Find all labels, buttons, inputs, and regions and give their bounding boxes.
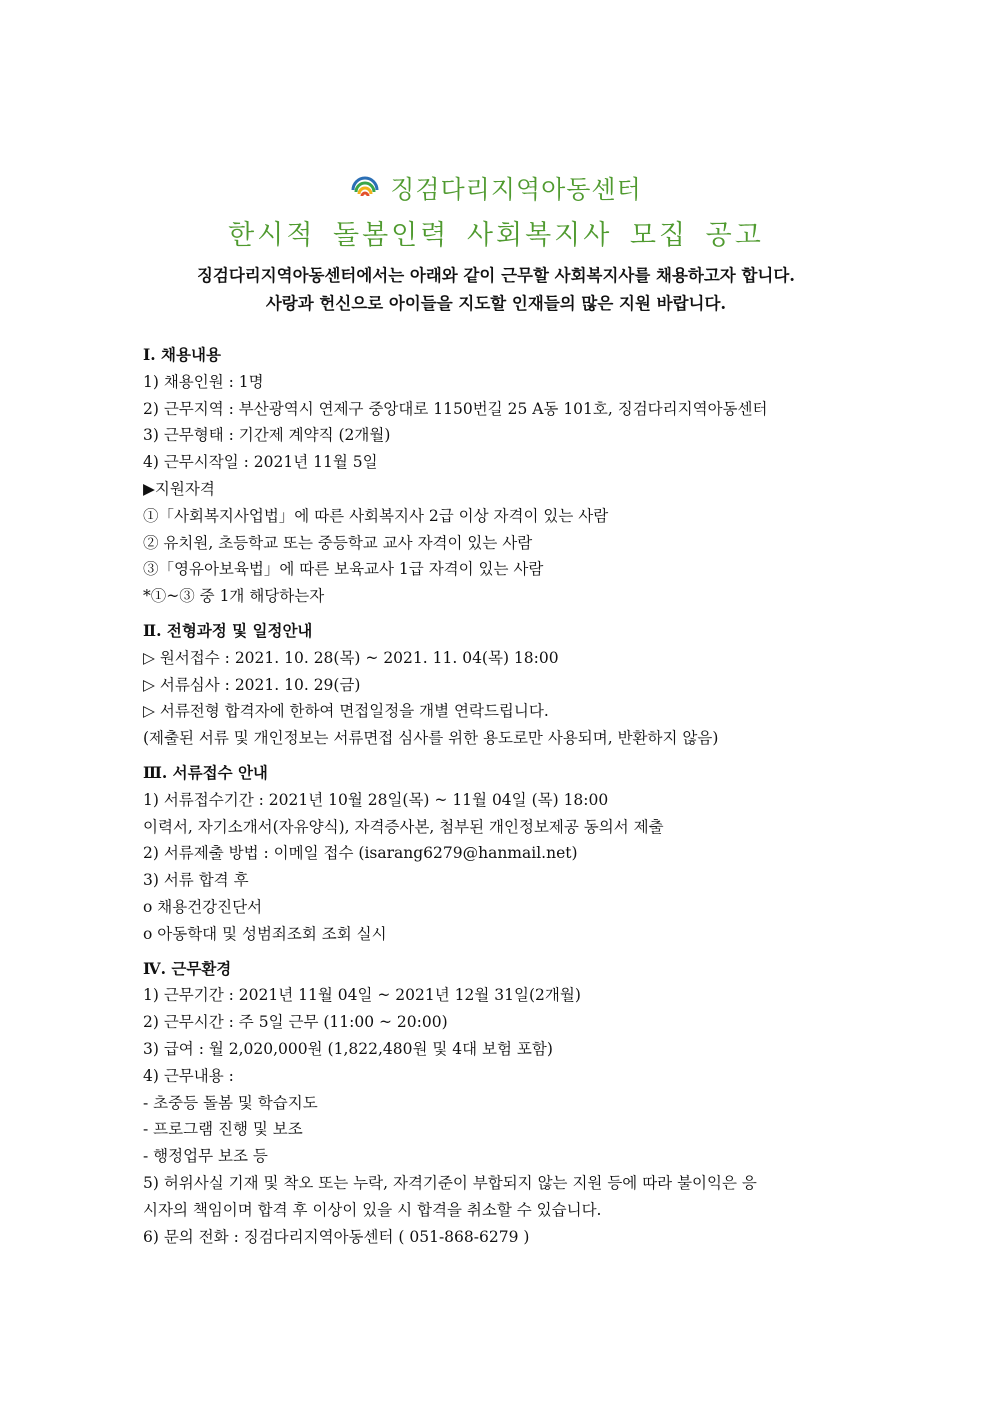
text-line: 이력서, 자기소개서(자유양식), 자격증사본, 첨부된 개인정보제공 동의서 제출 <box>143 817 664 836</box>
intro-line: 사랑과 헌신으로 아이들을 지도할 인재들의 많은 지원 바랍니다. <box>265 294 727 313</box>
text-line: (제출된 서류 및 개인정보는 서류면접 심사를 위한 용도로만 사용되며, 반환하지 않음) <box>143 729 719 748</box>
org-name: 징검다리지역아동센터 <box>390 175 642 204</box>
text-line: o 채용건강진단서 <box>143 897 263 916</box>
text-line: 4) 근무시작일 : 2021년 11월 5일 <box>143 453 378 472</box>
text-line: 3) 근무형태 : 기간제 계약직 (2개월) <box>143 426 391 445</box>
text-line: 4) 근무내용 : <box>143 1066 234 1085</box>
text-line: 3) 서류 합격 후 <box>143 871 249 890</box>
text-line: *①~③ 중 1개 해당하는자 <box>143 587 325 606</box>
section-application <box>143 760 873 948</box>
text-line: 3) 급여 : 월 2,020,000원 (1,822,480원 및 4대 보험 포함) <box>143 1039 553 1058</box>
notice-title: 한시적 돌봄인력 사회복지사 모집 공고 <box>228 220 764 251</box>
text-line: 6) 문의 전화 : 징검다리지역아동센터 ( 051-868-6279 ) <box>143 1227 530 1246</box>
text-line: ①「사회복지사업법」에 따른 사회복지사 2급 이상 자격이 있는 사람 <box>143 506 609 525</box>
text-line: 5) 허위사실 기재 및 착오 또는 누락, 자격기준이 부합되지 않는 지원 등에 따라 불이익은 응 <box>143 1173 757 1192</box>
text-line: ▷ 서류전형 합격자에 한하여 면접일정을 개별 연락드립니다. <box>143 702 549 721</box>
text-line: ② 유치원, 초등학교 또는 중등학교 교사 자격이 있는 사람 <box>143 533 533 552</box>
header <box>0 168 992 258</box>
text-line: - 프로그램 진행 및 보조 <box>143 1120 303 1139</box>
text-line: ③「영유아보육법」에 따른 보육교사 1급 자격이 있는 사람 <box>143 560 544 579</box>
text-line: ▶지원자격 <box>143 479 215 498</box>
text-line: 2) 근무시간 : 주 5일 근무 (11:00 ~ 20:00) <box>143 1013 448 1032</box>
section-schedule <box>143 618 873 752</box>
section-title: Ⅰ. 채용내용 <box>143 345 221 364</box>
text-line: o 아동학대 및 성범죄조회 조회 실시 <box>143 924 387 943</box>
text-line: 1) 채용인원 : 1명 <box>143 372 264 391</box>
section-title: Ⅳ. 근무환경 <box>143 958 232 978</box>
intro-line: 징검다리지역아동센터에서는 아래와 같이 근무할 사회복지사를 채용하고자 합니다. <box>196 266 796 285</box>
body <box>143 342 873 1250</box>
rainbow-arc-logo-icon <box>350 174 380 202</box>
org-line <box>0 168 992 208</box>
text-line: - 초중등 돌봄 및 학습지도 <box>143 1093 318 1112</box>
text-line: ▷ 원서접수 : 2021. 10. 28(목) ~ 2021. 11. 04(목) 18:00 <box>143 648 559 667</box>
text-line: 2) 서류제출 방법 : 이메일 접수 (isarang6279@hanmail.net) <box>143 844 578 863</box>
text-line: 2) 근무지역 : 부산광역시 연제구 중앙대로 1150번길 25 A동 101호, 징검다리지역아동센터 <box>143 399 768 418</box>
text-line: 1) 근무기간 : 2021년 11월 04일 ~ 2021년 12월 31일(2개월) <box>143 986 581 1005</box>
text-line: - 행정업무 보조 등 <box>143 1147 268 1166</box>
section-recruitment <box>143 342 873 610</box>
text-line: 시자의 책임이며 합격 후 이상이 있을 시 합격을 취소할 수 있습니다. <box>143 1200 602 1219</box>
section-conditions <box>143 956 873 1251</box>
text-line: ▷ 서류심사 : 2021. 10. 29(금) <box>143 675 361 694</box>
section-title: Ⅱ. 전형과정 및 일정안내 <box>143 620 313 640</box>
intro <box>0 262 992 318</box>
section-title: Ⅲ. 서류접수 안내 <box>143 762 268 782</box>
text-line: 1) 서류접수기간 : 2021년 10월 28일(목) ~ 11월 04일 (목) 18:00 <box>143 790 609 809</box>
